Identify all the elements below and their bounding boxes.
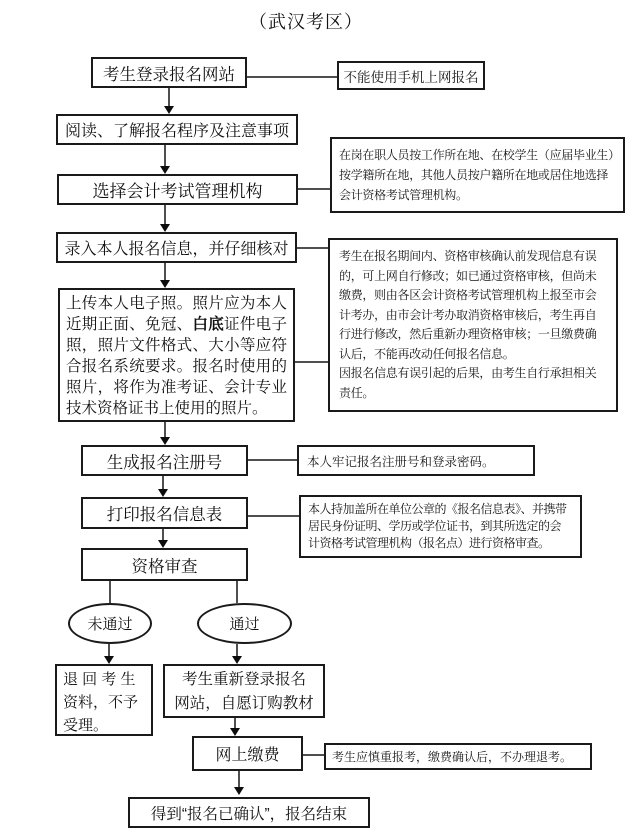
arrow-pass-to-relogin-icon	[232, 644, 242, 664]
branch-line-fail	[109, 581, 111, 603]
step-print-form-box: 打印报名信息表	[81, 497, 248, 529]
arrow-photo-to-regno-icon	[160, 422, 170, 445]
arrow-read-to-choose-icon	[160, 145, 170, 174]
arrow-print-to-review-icon	[158, 529, 168, 548]
branch-line-pass	[236, 581, 238, 603]
page-title: （武汉考区）	[249, 12, 363, 32]
arrow-choose-to-enter-icon	[160, 205, 170, 232]
arrow-fail-to-return-icon	[104, 644, 114, 664]
connector-regno-note	[248, 459, 297, 461]
arrow-relogin-to-pay-icon	[230, 718, 240, 736]
note-no-mobile: 不能使用手机上网报名	[337, 61, 485, 90]
note-remember-number: 本人牢记报名注册号和登录密码。	[297, 445, 535, 476]
connector-choose-note	[298, 188, 330, 190]
arrow-enter-to-photo-icon	[160, 263, 170, 288]
step-online-payment-box: 网上缴费	[192, 736, 303, 771]
relogin-order-books-box: 考生重新登录报名 网站，自愿订购教材	[163, 664, 325, 718]
note-info-modification-rule: 考生在报名期间内、资格审核确认前发现信息有误 的，可上网自行修改；如已通过资格审核，但尚未 缴费，则由各区会计资格考试管理机构上报至市会 计考办，由市会计考办取消资格审核后，考生再自 行进行修改，然后重新办理资格审核；一旦缴费确 认后，不能再改动任何报名信息。 因报名信息有误引起的后果，由考生自行承担相关 责任。	[328, 238, 618, 412]
step-registration-number-box: 生成报名注册号	[81, 445, 248, 476]
arrow-login-to-read-icon	[164, 88, 174, 114]
step-upload-photo-box	[58, 288, 295, 422]
decision-fail-ellipse: 未通过	[68, 603, 152, 644]
note-org-selection-rule: 在岗在职人员按工作所在地、在校学生（应届毕业生） 按学籍所在地，其他人员按户籍所在地或居住地选择 会计资格考试管理机构。	[330, 137, 625, 213]
step-login-box: 考生登录报名网站	[91, 57, 247, 88]
arrow-pay-to-finish-icon	[234, 771, 244, 795]
photo-text-pre: 上传本人电子照。照片应为本人近期正面、免冠、	[66, 295, 287, 333]
arrow-regno-to-print-icon	[158, 476, 168, 497]
note-review-procedure: 本人持加盖所在单位公章的《报名信息表》、并携带 居民身份证明、学历或学位证书，到其所选定的会 计资格考试管理机构（报名点）进行资格审查。	[299, 495, 582, 558]
step-choose-org-box: 选择会计考试管理机构	[57, 174, 298, 205]
connector-login-note	[247, 76, 337, 78]
step-finish-box: 得到“报名已确认”，报名结束	[128, 797, 370, 828]
step-enter-info-box: 录入本人报名信息，并仔细核对	[56, 232, 297, 263]
connector-pay-note	[303, 754, 324, 756]
connector-photo-note	[295, 361, 328, 363]
photo-text-bold: 白底	[192, 316, 225, 333]
step-read-instructions-box: 阅读、了解报名程序及注意事项	[56, 114, 298, 145]
step-qualification-review-box: 资格审查	[81, 548, 248, 581]
photo-text-post: 证件电子照，照片文件格式、大小等应符合报名系统要求。报名时使用的照片，将作为准考证、会计专业技术资格证书上使用的照片。	[66, 316, 287, 417]
connector-enter-note	[297, 247, 328, 249]
fail-result-box: 退 回 考 生 资料，不予 受理。	[55, 664, 153, 736]
connector-print-note	[248, 515, 299, 517]
note-payment-warning: 考生应慎重报考，缴费确认后，不办理退考。	[324, 743, 592, 770]
decision-pass-ellipse: 通过	[197, 603, 292, 644]
